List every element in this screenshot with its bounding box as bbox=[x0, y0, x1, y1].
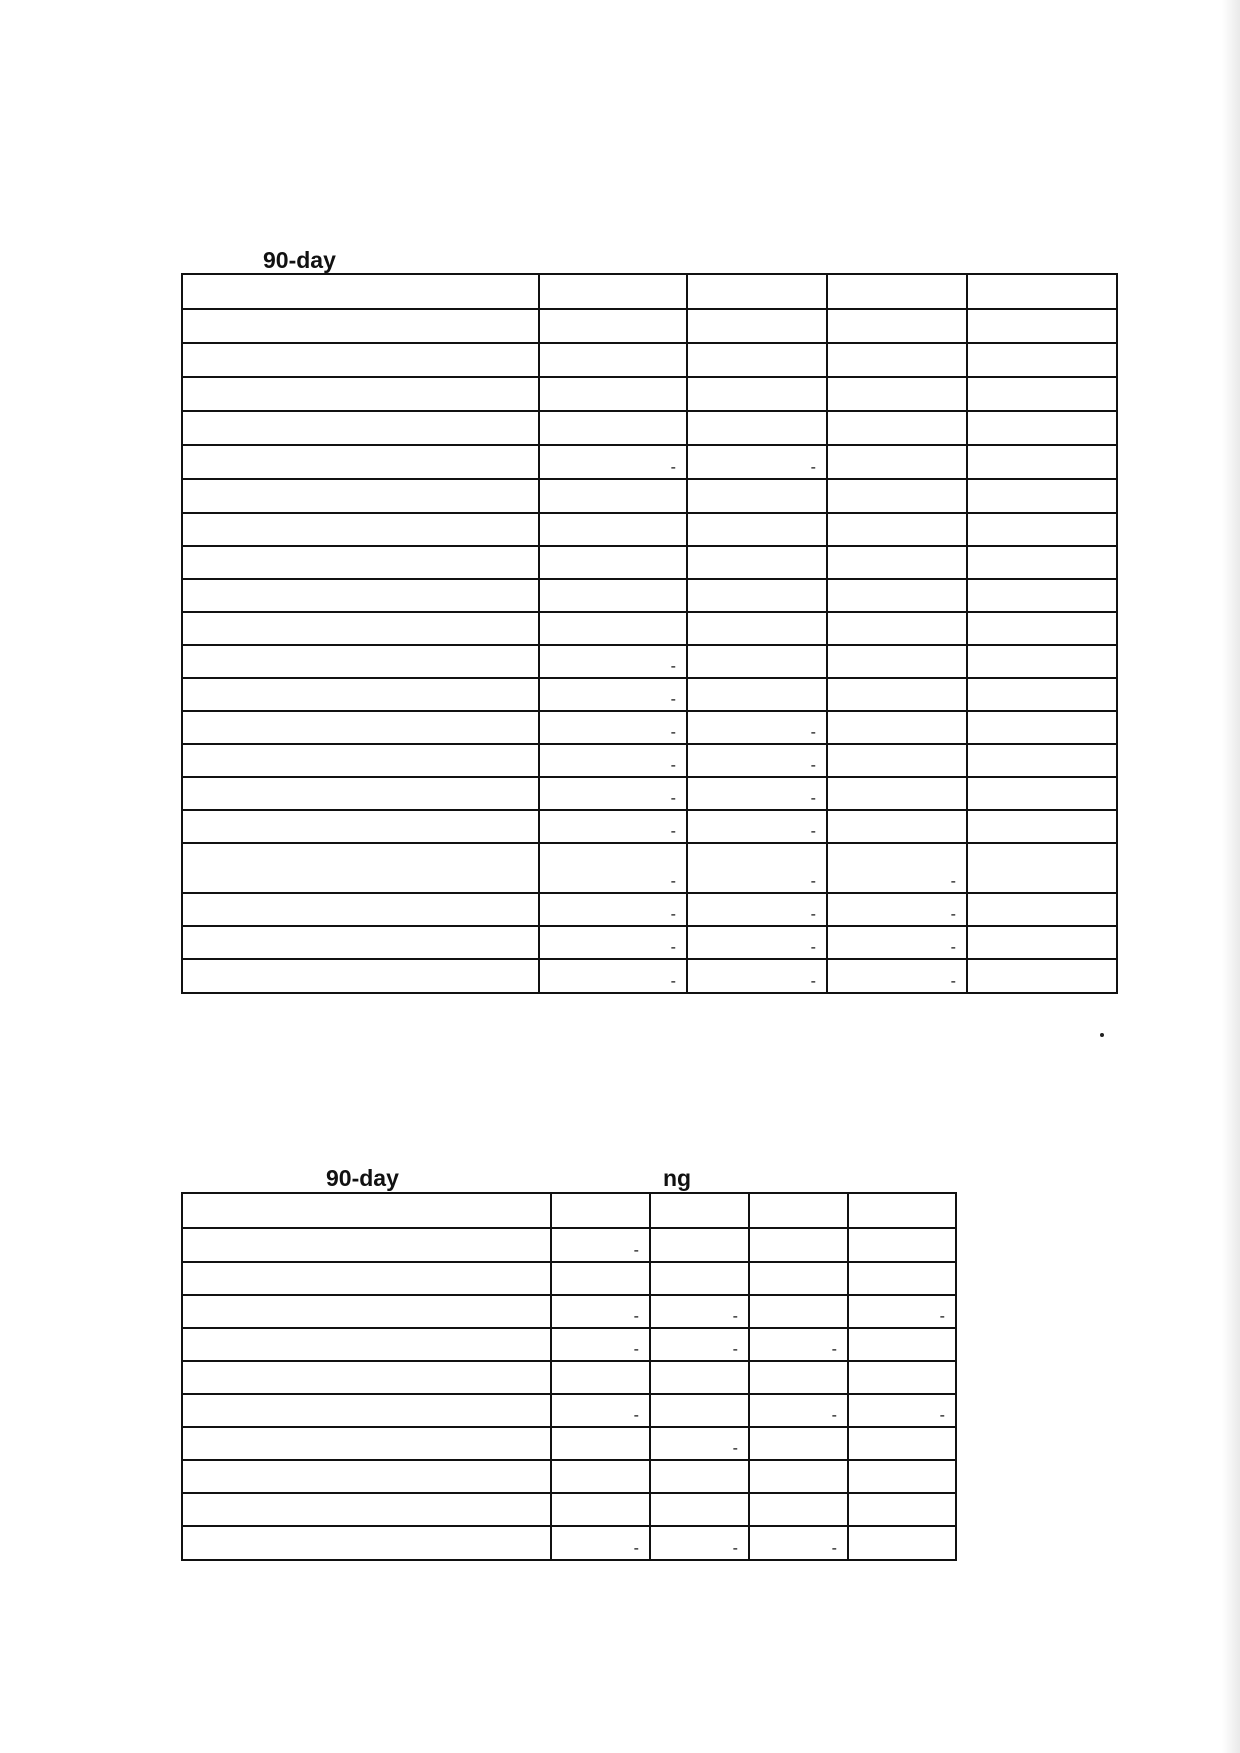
value-cell bbox=[687, 926, 827, 959]
value-cell bbox=[827, 377, 967, 411]
cell-text: - bbox=[810, 906, 816, 923]
value-cell bbox=[539, 810, 687, 843]
table-row bbox=[182, 309, 1117, 343]
row-label-cell bbox=[182, 274, 539, 309]
value-cell bbox=[539, 377, 687, 411]
value-cell bbox=[539, 411, 687, 445]
cell-text: - bbox=[732, 1540, 738, 1557]
value-cell bbox=[967, 343, 1117, 377]
value-cell bbox=[848, 1394, 956, 1427]
value-cell bbox=[827, 711, 967, 744]
value-cell bbox=[539, 343, 687, 377]
cell-text: - bbox=[810, 724, 816, 741]
row-label-cell bbox=[182, 612, 539, 645]
value-cell bbox=[687, 711, 827, 744]
row-label-cell bbox=[182, 678, 539, 711]
table-row bbox=[182, 1295, 956, 1328]
cell-text: - bbox=[810, 757, 816, 774]
row-label-cell bbox=[182, 1460, 551, 1493]
value-cell bbox=[967, 843, 1117, 893]
cell-text: - bbox=[810, 939, 816, 956]
row-label-cell bbox=[182, 843, 539, 893]
cell-text: - bbox=[633, 1341, 639, 1358]
value-cell bbox=[650, 1228, 749, 1262]
value-cell bbox=[650, 1526, 749, 1560]
row-label-cell bbox=[182, 1228, 551, 1262]
value-cell bbox=[967, 744, 1117, 777]
value-cell bbox=[848, 1427, 956, 1460]
value-cell bbox=[551, 1526, 650, 1560]
table2-caption-suffix: ng bbox=[663, 1165, 692, 1191]
value-cell bbox=[551, 1228, 650, 1262]
cell-text: - bbox=[831, 1540, 837, 1557]
value-cell bbox=[749, 1328, 848, 1361]
value-cell bbox=[551, 1394, 650, 1427]
table-row bbox=[182, 1193, 956, 1228]
table-row bbox=[182, 579, 1117, 612]
row-label-cell bbox=[182, 926, 539, 959]
cell-text: - bbox=[633, 1242, 639, 1259]
value-cell bbox=[827, 893, 967, 926]
value-cell bbox=[551, 1460, 650, 1493]
data-table-1 bbox=[181, 273, 1118, 994]
cell-text: - bbox=[810, 823, 816, 840]
row-label-cell bbox=[182, 777, 539, 810]
value-cell bbox=[827, 309, 967, 343]
row-label-cell bbox=[182, 343, 539, 377]
row-label-cell bbox=[182, 513, 539, 546]
cell-text: - bbox=[670, 691, 676, 708]
cell-text: - bbox=[950, 906, 956, 923]
cell-text: - bbox=[831, 1407, 837, 1424]
table-row bbox=[182, 777, 1117, 810]
table-row bbox=[182, 1262, 956, 1295]
value-cell bbox=[967, 579, 1117, 612]
row-label-cell bbox=[182, 309, 539, 343]
value-cell bbox=[967, 309, 1117, 343]
table-row bbox=[182, 343, 1117, 377]
value-cell bbox=[749, 1295, 848, 1328]
row-label-cell bbox=[182, 445, 539, 479]
value-cell bbox=[551, 1361, 650, 1394]
cell-text: - bbox=[670, 790, 676, 807]
value-cell bbox=[827, 678, 967, 711]
value-cell bbox=[749, 1460, 848, 1493]
value-cell bbox=[539, 513, 687, 546]
value-cell bbox=[650, 1193, 749, 1228]
row-label-cell bbox=[182, 744, 539, 777]
row-label-cell bbox=[182, 893, 539, 926]
scan-speck bbox=[1100, 1033, 1104, 1037]
value-cell bbox=[539, 612, 687, 645]
row-label-cell bbox=[182, 810, 539, 843]
value-cell bbox=[539, 843, 687, 893]
table-row bbox=[182, 274, 1117, 309]
table-row bbox=[182, 1526, 956, 1560]
cell-text: - bbox=[939, 1407, 945, 1424]
value-cell bbox=[827, 445, 967, 479]
row-label-cell bbox=[182, 1295, 551, 1328]
table-row bbox=[182, 513, 1117, 546]
value-cell bbox=[539, 893, 687, 926]
value-cell bbox=[967, 513, 1117, 546]
value-cell bbox=[687, 579, 827, 612]
cell-text: - bbox=[670, 459, 676, 476]
cell-text: - bbox=[732, 1440, 738, 1457]
value-cell bbox=[848, 1328, 956, 1361]
value-cell bbox=[687, 513, 827, 546]
value-cell bbox=[650, 1361, 749, 1394]
value-cell bbox=[749, 1228, 848, 1262]
table-row bbox=[182, 744, 1117, 777]
row-label-cell bbox=[182, 479, 539, 513]
table-row bbox=[182, 377, 1117, 411]
row-label-cell bbox=[182, 579, 539, 612]
value-cell bbox=[539, 579, 687, 612]
table-row bbox=[182, 411, 1117, 445]
scanned-page-edge bbox=[1222, 0, 1240, 1753]
value-cell bbox=[539, 546, 687, 579]
value-cell bbox=[687, 274, 827, 309]
table-row bbox=[182, 1460, 956, 1493]
cell-text: - bbox=[670, 757, 676, 774]
value-cell bbox=[827, 513, 967, 546]
value-cell bbox=[827, 343, 967, 377]
cell-text: - bbox=[633, 1407, 639, 1424]
row-label-cell bbox=[182, 1526, 551, 1560]
row-label-cell bbox=[182, 645, 539, 678]
value-cell bbox=[967, 612, 1117, 645]
cell-text: - bbox=[670, 823, 676, 840]
value-cell bbox=[749, 1394, 848, 1427]
table-row bbox=[182, 926, 1117, 959]
value-cell bbox=[539, 777, 687, 810]
cell-text: - bbox=[670, 724, 676, 741]
row-label-cell bbox=[182, 1328, 551, 1361]
value-cell bbox=[848, 1295, 956, 1328]
value-cell bbox=[687, 377, 827, 411]
value-cell bbox=[827, 959, 967, 993]
cell-text: - bbox=[810, 973, 816, 990]
value-cell bbox=[967, 377, 1117, 411]
cell-text: - bbox=[950, 939, 956, 956]
cell-text: - bbox=[831, 1341, 837, 1358]
cell-text: - bbox=[732, 1308, 738, 1325]
value-cell bbox=[749, 1361, 848, 1394]
value-cell bbox=[687, 309, 827, 343]
row-label-cell bbox=[182, 1361, 551, 1394]
table-row bbox=[182, 1361, 956, 1394]
value-cell bbox=[827, 777, 967, 810]
value-cell bbox=[827, 810, 967, 843]
value-cell bbox=[848, 1493, 956, 1526]
value-cell bbox=[749, 1427, 848, 1460]
value-cell bbox=[827, 579, 967, 612]
value-cell bbox=[967, 711, 1117, 744]
value-cell bbox=[539, 645, 687, 678]
value-cell bbox=[687, 744, 827, 777]
value-cell bbox=[967, 445, 1117, 479]
value-cell bbox=[539, 479, 687, 513]
value-cell bbox=[967, 645, 1117, 678]
value-cell bbox=[967, 893, 1117, 926]
value-cell bbox=[687, 411, 827, 445]
value-cell bbox=[551, 1328, 650, 1361]
value-cell bbox=[967, 810, 1117, 843]
table-row bbox=[182, 810, 1117, 843]
value-cell bbox=[967, 959, 1117, 993]
cell-text: - bbox=[670, 973, 676, 990]
cell-text: - bbox=[633, 1308, 639, 1325]
value-cell bbox=[687, 959, 827, 993]
value-cell bbox=[687, 678, 827, 711]
table2-caption: 90-day bbox=[326, 1165, 399, 1191]
value-cell bbox=[848, 1262, 956, 1295]
table-row bbox=[182, 1228, 956, 1262]
value-cell bbox=[539, 744, 687, 777]
cell-text: - bbox=[633, 1540, 639, 1557]
value-cell bbox=[539, 926, 687, 959]
value-cell bbox=[827, 843, 967, 893]
row-label-cell bbox=[182, 959, 539, 993]
value-cell bbox=[749, 1262, 848, 1295]
value-cell bbox=[848, 1361, 956, 1394]
table1-caption: 90-day bbox=[263, 247, 336, 273]
value-cell bbox=[539, 445, 687, 479]
cell-text: - bbox=[670, 906, 676, 923]
value-cell bbox=[827, 546, 967, 579]
cell-text: - bbox=[732, 1341, 738, 1358]
value-cell bbox=[650, 1295, 749, 1328]
value-cell bbox=[650, 1328, 749, 1361]
value-cell bbox=[827, 744, 967, 777]
value-cell bbox=[749, 1526, 848, 1560]
cell-text: - bbox=[810, 459, 816, 476]
table-row bbox=[182, 959, 1117, 993]
table-row bbox=[182, 479, 1117, 513]
table-row bbox=[182, 843, 1117, 893]
table-row bbox=[182, 645, 1117, 678]
value-cell bbox=[650, 1493, 749, 1526]
value-cell bbox=[848, 1460, 956, 1493]
value-cell bbox=[749, 1493, 848, 1526]
table-row bbox=[182, 1328, 956, 1361]
cell-text: - bbox=[810, 790, 816, 807]
value-cell bbox=[687, 645, 827, 678]
value-cell bbox=[848, 1193, 956, 1228]
value-cell bbox=[827, 479, 967, 513]
value-cell bbox=[848, 1228, 956, 1262]
value-cell bbox=[967, 678, 1117, 711]
value-cell bbox=[687, 445, 827, 479]
row-label-cell bbox=[182, 1262, 551, 1295]
table-row bbox=[182, 1394, 956, 1427]
table-row bbox=[182, 546, 1117, 579]
row-label-cell bbox=[182, 377, 539, 411]
table-row bbox=[182, 711, 1117, 744]
row-label-cell bbox=[182, 711, 539, 744]
table-row bbox=[182, 612, 1117, 645]
value-cell bbox=[539, 309, 687, 343]
cell-text: - bbox=[939, 1308, 945, 1325]
row-label-cell bbox=[182, 546, 539, 579]
value-cell bbox=[687, 479, 827, 513]
value-cell bbox=[967, 479, 1117, 513]
value-cell bbox=[967, 411, 1117, 445]
data-table-2 bbox=[181, 1192, 957, 1561]
value-cell bbox=[687, 612, 827, 645]
value-cell bbox=[539, 711, 687, 744]
value-cell bbox=[848, 1526, 956, 1560]
table-row bbox=[182, 893, 1117, 926]
value-cell bbox=[551, 1262, 650, 1295]
cell-text: - bbox=[950, 973, 956, 990]
row-label-cell bbox=[182, 1493, 551, 1526]
value-cell bbox=[687, 777, 827, 810]
row-label-cell bbox=[182, 411, 539, 445]
row-label-cell bbox=[182, 1394, 551, 1427]
value-cell bbox=[687, 546, 827, 579]
value-cell bbox=[827, 411, 967, 445]
value-cell bbox=[687, 810, 827, 843]
table-row bbox=[182, 445, 1117, 479]
value-cell bbox=[650, 1427, 749, 1460]
value-cell bbox=[650, 1262, 749, 1295]
value-cell bbox=[827, 612, 967, 645]
value-cell bbox=[539, 274, 687, 309]
value-cell bbox=[827, 274, 967, 309]
value-cell bbox=[650, 1394, 749, 1427]
value-cell bbox=[967, 926, 1117, 959]
value-cell bbox=[551, 1427, 650, 1460]
value-cell bbox=[687, 843, 827, 893]
value-cell bbox=[539, 959, 687, 993]
value-cell bbox=[967, 274, 1117, 309]
value-cell bbox=[827, 645, 967, 678]
row-label-cell bbox=[182, 1427, 551, 1460]
cell-text: - bbox=[670, 939, 676, 956]
value-cell bbox=[967, 546, 1117, 579]
value-cell bbox=[749, 1193, 848, 1228]
table-row bbox=[182, 1493, 956, 1526]
value-cell bbox=[539, 678, 687, 711]
value-cell bbox=[687, 343, 827, 377]
table-row bbox=[182, 678, 1117, 711]
value-cell bbox=[967, 777, 1117, 810]
cell-text: - bbox=[670, 873, 676, 890]
cell-text: - bbox=[950, 873, 956, 890]
row-label-cell bbox=[182, 1193, 551, 1228]
table-row bbox=[182, 1427, 956, 1460]
value-cell bbox=[551, 1193, 650, 1228]
value-cell bbox=[827, 926, 967, 959]
value-cell bbox=[551, 1493, 650, 1526]
value-cell bbox=[687, 893, 827, 926]
cell-text: - bbox=[810, 873, 816, 890]
value-cell bbox=[650, 1460, 749, 1493]
value-cell bbox=[551, 1295, 650, 1328]
cell-text: - bbox=[670, 658, 676, 675]
